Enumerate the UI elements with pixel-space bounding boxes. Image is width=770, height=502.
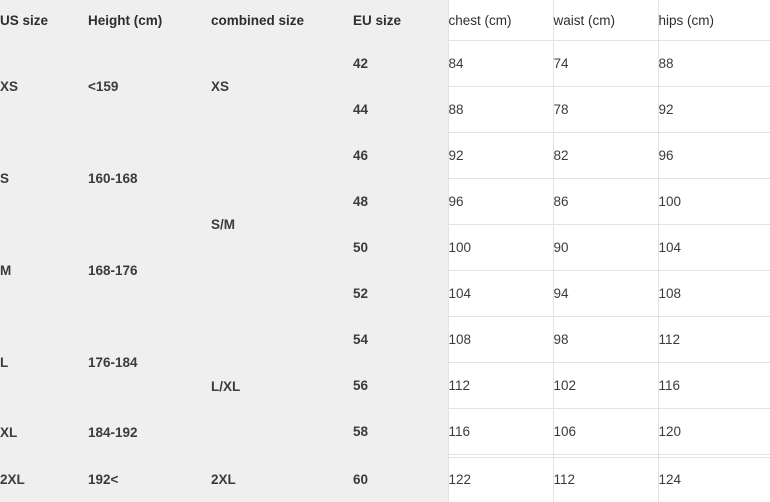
chest-cell: 116 [448, 409, 553, 455]
eu-size-cell: 44 [353, 87, 448, 133]
column-header-height: Height (cm) [88, 0, 211, 41]
height-cell: 160-168 [88, 133, 211, 225]
hips-cell: 104 [658, 225, 770, 271]
height-cell: 184-192 [88, 409, 211, 458]
eu-size-cell: 60 [353, 457, 448, 502]
us-size-cell: 2XL [0, 457, 88, 502]
eu-size-cell: 54 [353, 317, 448, 363]
eu-size-cell: 56 [353, 363, 448, 409]
hips-cell: 116 [658, 363, 770, 409]
waist-cell: 86 [553, 179, 658, 225]
table-row [0, 317, 770, 363]
us-size-cell: XL [0, 409, 88, 458]
hips-cell: 100 [658, 179, 770, 225]
table-header-row [0, 0, 770, 41]
chest-cell: 112 [448, 363, 553, 409]
column-header-us-size: US size [0, 0, 88, 41]
chest-cell: 84 [448, 41, 553, 87]
eu-size-cell: 50 [353, 225, 448, 271]
chest-cell: 96 [448, 179, 553, 225]
waist-cell: 106 [553, 409, 658, 455]
height-cell: 168-176 [88, 225, 211, 317]
height-cell: 176-184 [88, 317, 211, 409]
hips-cell: 124 [658, 457, 770, 502]
waist-cell: 82 [553, 133, 658, 179]
table-row [0, 41, 770, 87]
waist-cell: 74 [553, 41, 658, 87]
eu-size-cell: 48 [353, 179, 448, 225]
chest-cell: 104 [448, 271, 553, 317]
eu-size-cell: 58 [353, 409, 448, 455]
combined-size-cell: XS [211, 41, 353, 133]
waist-cell: 78 [553, 87, 658, 133]
us-size-cell: S [0, 133, 88, 225]
us-size-cell: M [0, 225, 88, 317]
waist-cell: 102 [553, 363, 658, 409]
waist-cell: 98 [553, 317, 658, 363]
eu-size-cell: 52 [353, 271, 448, 317]
height-cell: <159 [88, 41, 211, 133]
height-cell: 192< [88, 457, 211, 502]
chest-cell: 100 [448, 225, 553, 271]
hips-cell: 88 [658, 41, 770, 87]
table-row [0, 133, 770, 179]
waist-cell: 112 [553, 457, 658, 502]
column-header-waist: waist (cm) [553, 0, 658, 41]
table-row [0, 409, 770, 455]
column-header-eu-size: EU size [353, 0, 448, 41]
eu-size-cell: 42 [353, 41, 448, 87]
us-size-cell: XS [0, 41, 88, 133]
eu-size-cell: 46 [353, 133, 448, 179]
column-header-combined-size: combined size [211, 0, 353, 41]
hips-cell: 96 [658, 133, 770, 179]
hips-cell: 108 [658, 271, 770, 317]
hips-cell: 120 [658, 409, 770, 455]
hips-cell: 92 [658, 87, 770, 133]
column-header-hips: hips (cm) [658, 0, 770, 41]
waist-cell: 90 [553, 225, 658, 271]
table-row [0, 225, 770, 271]
combined-size-cell: 2XL [211, 457, 353, 502]
chest-cell: 88 [448, 87, 553, 133]
us-size-cell: L [0, 317, 88, 409]
combined-size-cell: L/XL [211, 317, 353, 458]
hips-cell: 112 [658, 317, 770, 363]
waist-cell: 94 [553, 271, 658, 317]
table-row [0, 457, 770, 502]
chest-cell: 92 [448, 133, 553, 179]
chest-cell: 122 [448, 457, 553, 502]
combined-size-cell: S/M [211, 133, 353, 317]
column-header-chest: chest (cm) [448, 0, 553, 41]
chest-cell: 108 [448, 317, 553, 363]
